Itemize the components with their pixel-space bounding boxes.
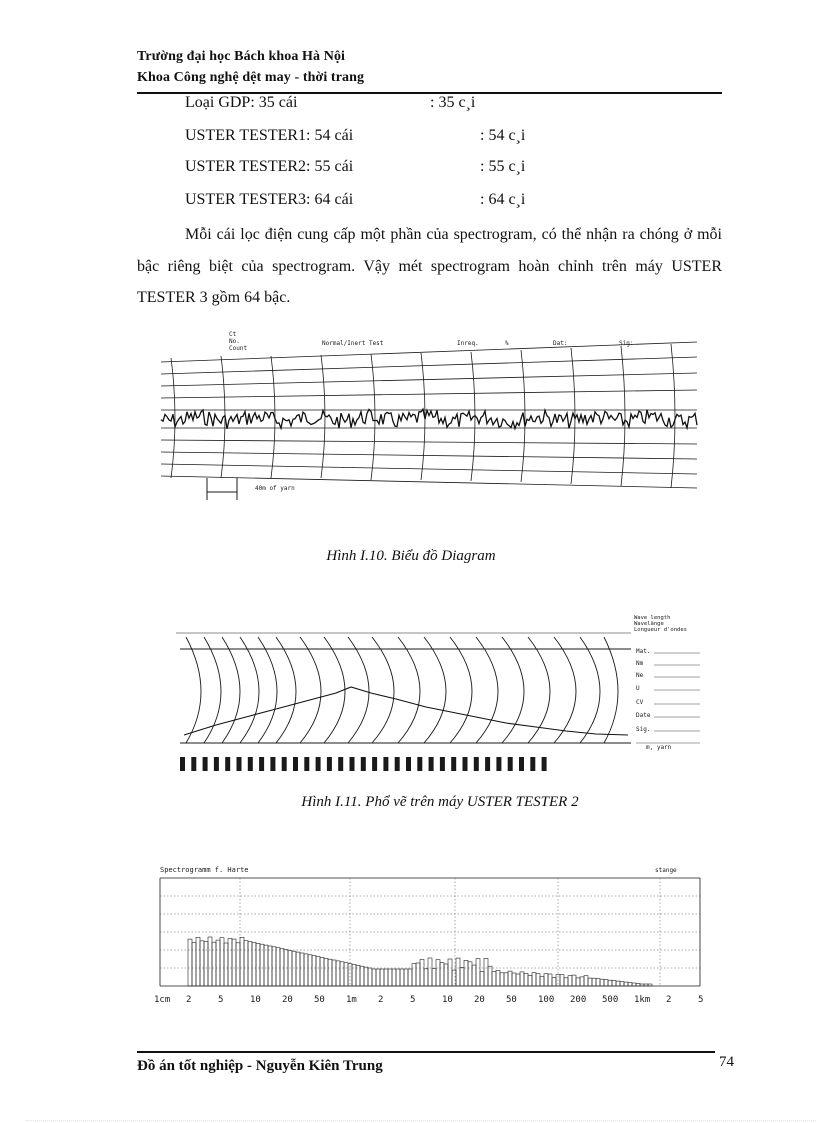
fig2-channel-block <box>270 757 275 771</box>
fig2-mat-label: Mat. <box>636 648 651 655</box>
fig3-hist-bar <box>484 958 488 986</box>
fig3-hist-bar <box>544 974 548 986</box>
fig3-hist-bar <box>216 940 220 986</box>
fig2-wave-label-2: Wavelänge <box>634 621 664 627</box>
fig3-hist-bar <box>228 939 232 987</box>
fig2-spectrum-curve <box>184 687 628 735</box>
figure-spectrum-ut2 <box>176 613 704 778</box>
fig2-ne-label: Ne <box>636 672 644 679</box>
fig3-x-label: 1cm <box>154 995 171 1005</box>
fig2-channel-block <box>485 757 490 771</box>
fig3-hist-bar <box>416 963 420 986</box>
fig3-hist-bar <box>412 964 416 986</box>
fig3-hist-bar <box>244 941 248 986</box>
fig3-hist-bar <box>272 947 276 986</box>
fig3-hist-bar <box>268 946 272 986</box>
fig3-hist-bar <box>500 973 504 986</box>
fig3-hist-bar <box>384 969 388 986</box>
spec-label-gdp: Loại GDP: 35 cái <box>185 94 298 111</box>
fig3-x-label: 20 <box>474 995 485 1005</box>
spec-label-uster3: USTER TESTER3: 64 cái <box>185 191 354 208</box>
fig3-title: Spectrogramm f. Harte <box>160 866 249 874</box>
fig2-unit-label: m, yarn <box>646 744 672 751</box>
fig3-hist-bar <box>440 963 444 986</box>
figure2-caption: Hình I.11. Phổ vẽ trên máy USTER TESTER 2 <box>301 794 579 810</box>
fig2-channel-block <box>440 757 445 771</box>
fig3-hist-bar <box>372 969 376 986</box>
fig3-hist-bar <box>360 966 364 986</box>
fig3-hist-bar <box>292 951 296 986</box>
fig2-channel-block <box>542 757 547 771</box>
fig3-hist-bar <box>540 977 544 986</box>
fig3-hist-bar <box>560 975 564 987</box>
fig3-x-axis-labels <box>154 995 703 1005</box>
fig3-hist-bar <box>404 969 408 986</box>
fig3-hist-bar <box>516 974 520 986</box>
fig2-channel-block <box>372 757 377 771</box>
fig3-hist-bar <box>616 981 620 986</box>
fig3-x-label: 2 <box>378 995 384 1005</box>
fig3-hist-bar <box>452 970 456 986</box>
fig3-hist-bar <box>408 969 412 986</box>
fig2-cv-label: CV <box>636 699 644 706</box>
fig3-hist-bar <box>204 942 208 986</box>
fig3-hist-bar <box>504 973 508 986</box>
fig3-x-label: 50 <box>314 995 325 1005</box>
fig2-sig-label: Sig. <box>636 726 651 733</box>
fig2-channel-block <box>350 757 355 771</box>
fig2-channel-block <box>282 757 287 771</box>
fig1-dat-label: Dat: <box>553 340 568 347</box>
fig3-hist-bar <box>420 960 424 987</box>
fig3-hist-bar <box>564 978 568 986</box>
fig3-hist-bar <box>520 972 524 986</box>
fig2-channel-block <box>338 757 343 771</box>
fig3-hist-bar <box>296 952 300 986</box>
fig3-hist-bar <box>576 978 580 986</box>
fig2-channel-block <box>395 757 400 771</box>
fig3-hist-bar <box>368 968 372 986</box>
fig3-hist-bar <box>220 938 224 986</box>
fig3-x-label: 1m <box>346 995 357 1005</box>
fig3-hist-bar <box>364 967 368 986</box>
fig3-hist-bar <box>200 941 204 986</box>
fig3-hist-bar <box>568 976 572 986</box>
fig3-hist-bar <box>344 963 348 986</box>
fig3-hist-bar <box>196 937 200 986</box>
fig3-hist-bar <box>328 959 332 986</box>
fig3-hist-bar <box>264 945 268 986</box>
fig3-hist-bar <box>352 964 356 986</box>
fig2-arc-grid <box>180 637 631 743</box>
page-edge-dotted-line <box>26 1120 816 1121</box>
fig3-hist-bar <box>488 966 492 986</box>
fig2-channel-block <box>304 757 309 771</box>
spec-label-uster2: USTER TESTER2: 55 cái <box>185 158 354 175</box>
spec-value-uster3: : 64 c¸i <box>480 191 526 208</box>
fig3-hist-bar <box>260 944 264 986</box>
spec-value-uster2: : 55 c¸i <box>480 158 526 175</box>
fig3-hist-bar <box>276 948 280 986</box>
fig2-channel-block <box>361 757 366 771</box>
spec-value-gdp: : 35 c¸i <box>430 94 476 111</box>
fig2-wave-label-3: Longueur d'ondes <box>634 627 687 633</box>
fig2-channel-block <box>508 757 513 771</box>
fig2-channel-block <box>451 757 456 771</box>
fig3-hist-bar <box>376 969 380 986</box>
fig3-hist-bar <box>320 957 324 986</box>
fig3-hist-bar <box>304 954 308 986</box>
fig3-hist-bar <box>584 976 588 986</box>
fig3-hist-bar <box>580 977 584 986</box>
fig1-count-label-2: No. <box>229 338 240 345</box>
fig3-hist-bar <box>240 937 244 986</box>
fig3-hist-bar <box>424 969 428 986</box>
body-paragraph: Mỗi cái lọc điện cung cấp một phần của spectrogram, có thể nhận ra chóng ở mỗi bậc riêng biệt của spectrogram. Vậy mét spectrogram hoàn chỉnh trên máy USTER TESTER 3 gồm 64 bậc. <box>137 226 722 306</box>
fig2-channel-block <box>530 757 535 771</box>
fig2-channel-block <box>463 757 468 771</box>
fig3-x-label: 100 <box>538 995 555 1005</box>
fig3-hist-bar <box>528 975 532 986</box>
fig3-x-label: 10 <box>442 995 453 1005</box>
fig3-hist-bar <box>248 942 252 986</box>
fig3-hist-bar <box>620 982 624 986</box>
header-university: Trường đại học Bách khoa Hà Nội <box>137 49 346 64</box>
footer-rule <box>137 1051 715 1053</box>
fig2-channel-markers <box>180 757 547 771</box>
fig3-hist-bar <box>208 937 212 986</box>
fig3-hist-bar <box>340 962 344 986</box>
fig3-hist-bar <box>600 979 604 986</box>
fig3-x-label: 2 <box>666 995 672 1005</box>
fig3-hist-bar <box>316 957 320 987</box>
fig3-hist-bar <box>640 984 644 986</box>
fig3-x-label: 2 <box>186 995 192 1005</box>
fig3-hist-bar <box>192 943 196 986</box>
fig1-yarn-trace <box>161 409 697 429</box>
fig3-x-label: 50 <box>506 995 517 1005</box>
fig1-freq-label: Inreq. <box>457 340 479 347</box>
fig3-x-label: 10 <box>250 995 261 1005</box>
fig2-channel-block <box>417 757 422 771</box>
fig3-hist-bar <box>308 955 312 986</box>
fig3-x-label: 1km <box>634 995 651 1005</box>
fig3-hist-bar <box>552 978 556 986</box>
fig1-pct-label: % <box>505 340 509 347</box>
fig2-channel-block <box>237 757 242 771</box>
fig3-hist-bar <box>644 984 648 986</box>
fig3-hist-bar <box>608 980 612 986</box>
fig3-x-label: 5 <box>698 995 704 1005</box>
fig3-hist-bar <box>432 969 436 986</box>
fig3-hist-bar <box>448 959 452 986</box>
fig3-hist-bar <box>444 964 448 986</box>
fig3-x-label: 20 <box>282 995 293 1005</box>
fig3-hist-bar <box>332 960 336 986</box>
fig3-hist-bar <box>232 939 236 986</box>
fig3-hist-bar <box>388 969 392 986</box>
fig3-hist-bar <box>604 980 608 986</box>
spec-label-uster1: USTER TESTER1: 54 cái <box>185 127 354 144</box>
fig3-hist-bar <box>508 971 512 986</box>
fig3-hist-bar <box>380 969 384 986</box>
fig3-hist-bar <box>460 967 464 986</box>
fig3-hist-bar <box>396 969 400 986</box>
fig3-x-label: 5 <box>410 995 416 1005</box>
fig3-hist-bar <box>400 969 404 986</box>
fig3-hist-bar <box>312 956 316 986</box>
footer-text: Đồ án tốt nghiệp - Nguyễn Kiên Trung <box>137 1058 383 1074</box>
fig2-channel-block <box>203 757 208 771</box>
figure-diagram <box>157 328 705 500</box>
fig3-hist-bar <box>252 942 256 986</box>
fig3-hist-bar <box>524 973 528 986</box>
fig1-title: Normal/Inert Test <box>322 340 384 347</box>
fig3-x-label: 200 <box>570 995 587 1005</box>
fig3-hist-bar <box>588 978 592 986</box>
fig3-hist-bar <box>496 970 500 986</box>
fig3-hist-bar <box>236 943 240 986</box>
fig3-hist-bar <box>464 960 468 986</box>
fig3-hist-bar <box>436 960 440 986</box>
figure-spectrogram <box>150 860 712 1010</box>
fig1-count-label-3: Count <box>229 345 248 352</box>
fig3-hist-bar <box>300 953 304 986</box>
fig2-channel-block <box>327 757 332 771</box>
fig3-hist-bar <box>468 962 472 986</box>
fig3-corner-label: stange <box>655 867 677 874</box>
fig1-count-label-1: Ct <box>229 331 237 338</box>
fig3-hist-bar <box>624 982 628 986</box>
fig2-channel-block <box>496 757 501 771</box>
fig2-nm-label: Nm <box>636 660 644 667</box>
fig2-channel-block <box>429 757 434 771</box>
fig3-x-label: 500 <box>602 995 619 1005</box>
fig3-hist-bar <box>548 974 552 986</box>
fig3-x-label: 5 <box>218 995 224 1005</box>
fig1-sig-label: Sig: <box>619 340 634 347</box>
fig3-hist-bar <box>648 984 652 986</box>
fig2-channel-block <box>180 757 185 771</box>
spec-value-uster1: : 54 c¸i <box>480 127 526 144</box>
fig2-date-label: Date <box>636 712 651 719</box>
fig2-channel-block <box>191 757 196 771</box>
fig3-hist-bar <box>212 942 216 986</box>
fig3-hist-bar <box>324 958 328 986</box>
fig2-wave-label-1: Wave length <box>634 615 671 621</box>
fig2-channel-block <box>383 757 388 771</box>
fig2-channel-block <box>214 757 219 771</box>
fig3-hist-bar <box>536 974 540 986</box>
fig2-channel-block <box>316 757 321 771</box>
fig2-channel-block <box>519 757 524 771</box>
fig3-grid <box>160 878 700 986</box>
fig3-hist-bar <box>532 973 536 986</box>
fig3-hist-bar <box>280 949 284 986</box>
fig3-hist-bar <box>612 981 616 986</box>
header-faculty: Khoa Công nghệ dệt may - thời trang <box>137 70 365 85</box>
fig2-channel-block <box>474 757 479 771</box>
fig3-hist-bar <box>428 958 432 986</box>
fig3-hist-bar <box>480 971 484 986</box>
fig3-hist-bar <box>512 973 516 986</box>
fig3-hist-bar <box>456 958 460 986</box>
fig1-scale-label: 40m of yarn <box>255 485 295 492</box>
fig3-hist-bar <box>572 975 576 986</box>
fig3-hist-bar <box>492 972 496 986</box>
fig3-hist-bar <box>476 959 480 986</box>
fig3-hist-bar <box>336 961 340 986</box>
page-number: 74 <box>719 1054 734 1070</box>
fig3-hist-bar <box>256 943 260 986</box>
fig3-hist-bar <box>592 978 596 986</box>
fig3-hist-bar <box>356 965 360 986</box>
fig2-u-label: U <box>636 685 640 692</box>
figure1-caption: Hình I.10. Biểu đồ Diagram <box>326 548 496 564</box>
fig3-hist-bar <box>632 983 636 986</box>
fig3-hist-bar <box>392 969 396 986</box>
fig2-channel-block <box>406 757 411 771</box>
fig1-scale-bar <box>207 478 237 500</box>
fig3-histogram <box>188 937 652 986</box>
fig3-hist-bar <box>596 979 600 986</box>
fig3-hist-bar <box>224 943 228 986</box>
fig3-hist-bar <box>628 983 632 986</box>
fig3-hist-bar <box>188 939 192 986</box>
fig2-channel-block <box>259 757 264 771</box>
fig2-channel-block <box>293 757 298 771</box>
fig2-channel-block <box>248 757 253 771</box>
fig2-channel-block <box>225 757 230 771</box>
